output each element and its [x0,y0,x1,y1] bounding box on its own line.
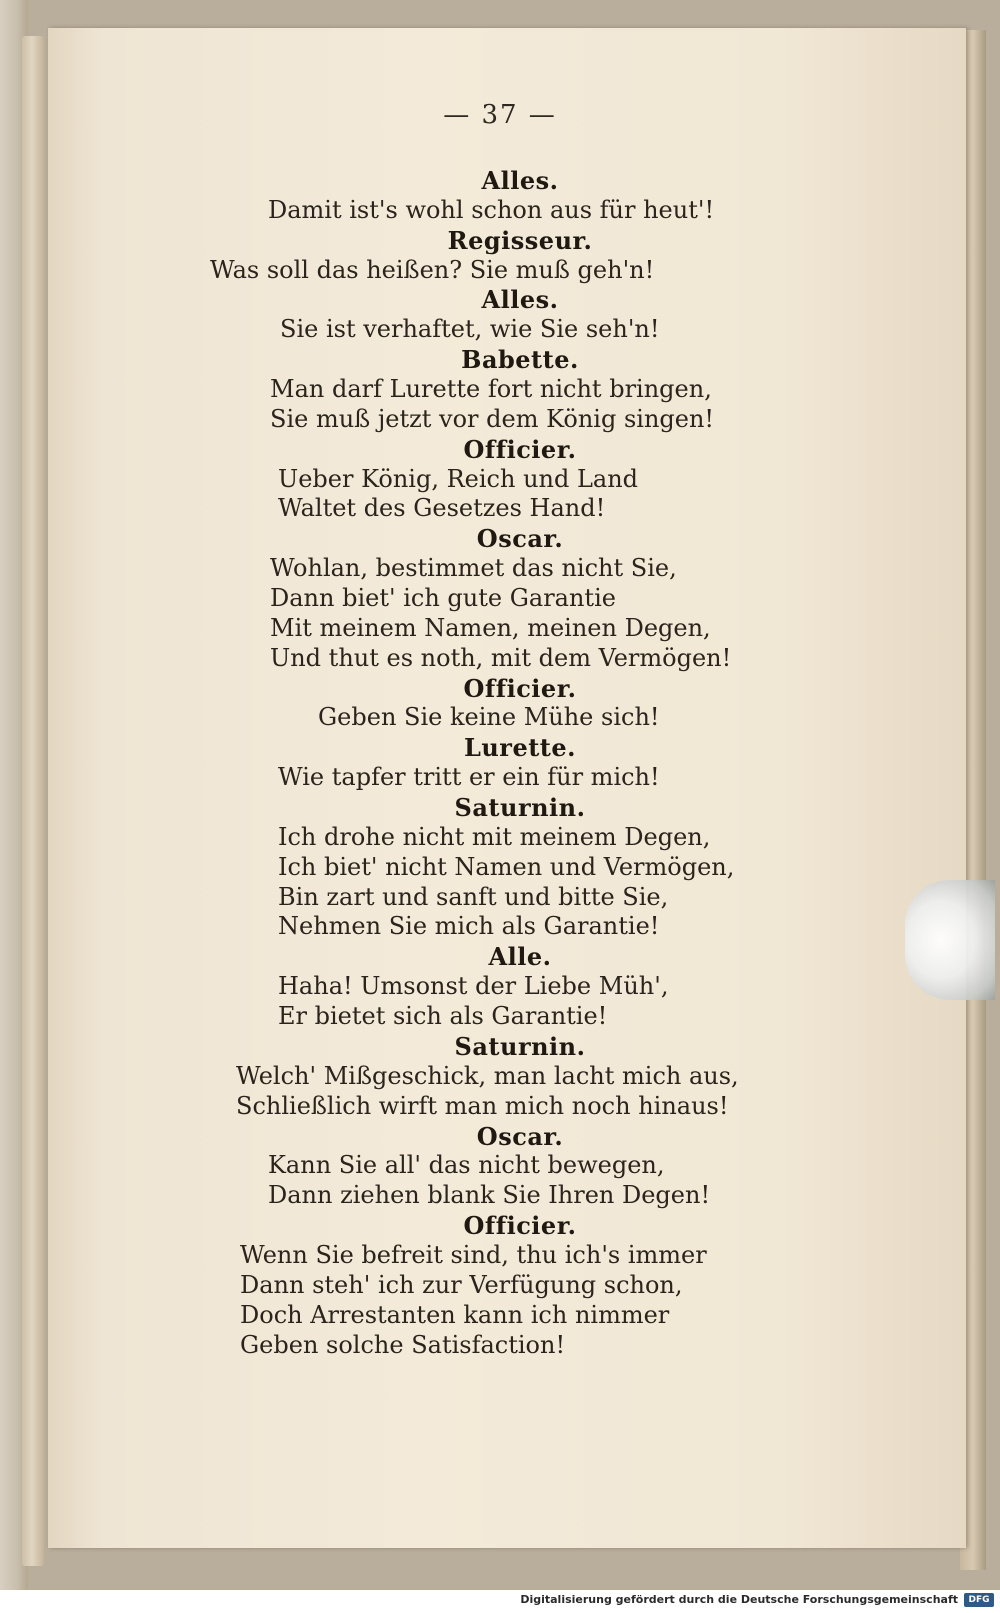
digitization-credit: Digitalisierung gefördert durch die Deutsche Forschungsgemeinschaft [520,1593,958,1606]
speaker-name: Saturnin. [454,1031,586,1061]
speaker-name: Officier. [463,1211,577,1241]
verse-line: Geben solche Satisfaction! [240,1330,566,1359]
verse-line: Dann ziehen blank Sie Ihren Degen! [268,1181,711,1210]
verse-line: Kann Sie all' das nicht bewegen, [268,1151,665,1180]
speaker-name: Alles. [481,285,559,315]
page-number: — 37 — [443,100,557,130]
verse-line: Schließlich wirft man mich noch hinaus! [236,1091,729,1120]
verse-line: Waltet des Gesetzes Hand! [278,494,606,523]
verse-line: Welch' Mißgeschick, man lacht mich aus, [236,1061,739,1090]
verse-line: Wenn Sie befreit sind, thu ich's immer [240,1240,707,1269]
verse-line: Wie tapfer tritt er ein für mich! [278,763,660,792]
verse-line: Dann steh' ich zur Verfügung schon, [240,1270,683,1299]
speaker-name: Regisseur. [447,225,593,255]
verse-line: Bin zart und sanft und bitte Sie, [278,882,669,911]
verse-line: Er bietet sich als Garantie! [278,1002,608,1031]
speaker-name: Oscar. [476,524,564,554]
speaker-name: Babette. [461,345,579,375]
libretto-text [200,166,840,1360]
page-tab-marker [905,880,995,1000]
verse-line: Sie muß jetzt vor dem König singen! [270,404,715,433]
speaker-name: Officier. [463,434,577,464]
verse-line: Man darf Lurette fort nicht bringen, [270,375,712,404]
verse-line: Ueber König, Reich und Land [278,464,639,493]
verse-line: Doch Arrestanten kann ich nimmer [240,1300,670,1329]
verse-line: Geben Sie keine Mühe sich! [318,703,660,732]
verse-line: Damit ist's wohl schon aus für heut'! [268,195,715,224]
verse-line: Dann biet' ich gute Garantie [270,584,616,613]
verse-line: Mit meinem Namen, meinen Degen, [270,613,711,642]
speaker-name: Oscar. [476,1121,564,1151]
dfg-logo: DFG [964,1593,994,1607]
speaker-name: Alle. [488,942,552,972]
speaker-name: Alles. [481,166,559,195]
verse-line: Nehmen Sie mich als Garantie! [278,912,660,941]
verse-line: Und thut es noth, mit dem Vermögen! [270,643,732,672]
speaker-name: Lurette. [463,733,577,763]
speaker-name: Officier. [463,673,577,703]
verse-line: Sie ist verhaftet, wie Sie seh'n! [280,315,660,344]
previous-page-edge [22,36,44,1566]
verse-line: Was soll das heißen? Sie muß geh'n! [210,255,655,284]
speaker-name: Saturnin. [454,793,586,823]
verse-line: Ich drohe nicht mit meinem Degen, [278,822,711,851]
verse-line: Ich biet' nicht Namen und Vermögen, [278,852,735,881]
verse-line: Haha! Umsonst der Liebe Müh', [278,972,669,1001]
verse-line: Wohlan, bestimmet das nicht Sie, [270,554,677,583]
